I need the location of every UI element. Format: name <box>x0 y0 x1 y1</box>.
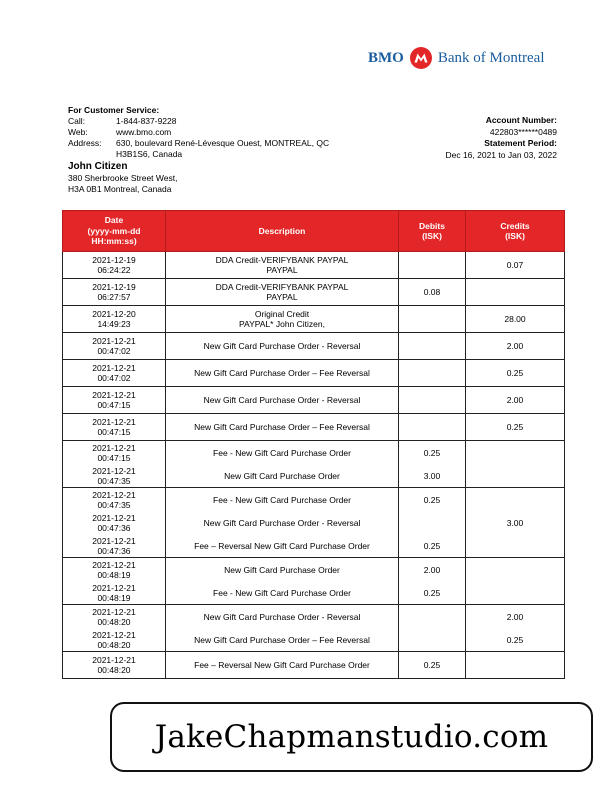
bank-logo <box>368 44 544 72</box>
cs-phone[interactable]: 1-844-837-9228 <box>116 116 177 126</box>
cs-web-label: Web: <box>68 127 88 137</box>
description-value: New Gift Card Purchase Order <box>224 470 340 481</box>
credit-cell <box>466 652 565 679</box>
customer-block <box>68 160 177 195</box>
header-debits-label: Debits (ISK) <box>419 220 445 241</box>
date-cell <box>63 333 166 360</box>
table-header-row <box>63 211 565 252</box>
description-cell <box>166 441 399 488</box>
date-cell <box>63 360 166 387</box>
description-value: New Gift Card Purchase Order - Reversal <box>203 395 361 405</box>
credit-value: 2.00 <box>506 611 524 622</box>
credit-cell <box>466 333 565 360</box>
statement-period-label: Statement Period: <box>484 138 557 148</box>
credit-cell <box>466 360 565 387</box>
table-row <box>63 252 565 279</box>
date-cell <box>63 414 166 441</box>
debit-cell <box>399 333 466 360</box>
description-cell <box>166 387 399 414</box>
cs-row <box>68 149 356 160</box>
table-row <box>63 605 565 652</box>
credit-value: 0.25 <box>506 422 524 432</box>
cs-address-label-empty <box>68 149 116 160</box>
customer-name: John Citizen <box>68 161 128 172</box>
debit-value: 0.25 <box>423 494 441 505</box>
transactions-body <box>63 252 565 679</box>
date-cell <box>63 279 166 306</box>
date-value: 2021-12-19 06:24:22 <box>92 255 136 275</box>
watermark-text: JakeChapmanstudio.com <box>154 719 549 755</box>
credit-cell <box>466 558 565 605</box>
table-row <box>63 387 565 414</box>
cs-address-label: Address: <box>68 138 102 148</box>
date-value: 2021-12-21 00:47:36 <box>92 512 136 533</box>
header-description <box>166 211 399 252</box>
cs-call-label: Call: <box>68 116 86 126</box>
debit-cell <box>399 605 466 652</box>
header-date-label: Date (yyyy-mm-dd HH:mm:ss) <box>87 215 141 247</box>
debit-value: 0.25 <box>423 587 441 598</box>
header-debits <box>399 211 466 252</box>
cs-row <box>68 138 356 149</box>
cs-row <box>68 127 356 138</box>
debit-cell <box>399 252 466 279</box>
cs-address: 630, boulevard René-Lévesque Ouest, MONTREAL, QC <box>116 138 330 148</box>
debit-cell <box>399 441 466 488</box>
credit-cell <box>466 605 565 652</box>
date-value: 2021-12-21 00:47:02 <box>92 363 136 383</box>
credit-value: 0.07 <box>506 260 524 270</box>
description-value: DDA Credit-VERIFYBANK PAYPAL PAYPAL <box>215 255 349 275</box>
date-value: 2021-12-21 00:47:15 <box>92 417 136 437</box>
debit-cell <box>399 360 466 387</box>
description-cell <box>166 605 399 652</box>
date-value: 2021-12-21 00:47:02 <box>92 336 136 356</box>
date-cell <box>63 306 166 333</box>
date-cell <box>63 605 166 652</box>
description-value: Fee - New Gift Card Purchase Order <box>213 494 351 505</box>
header-credits <box>466 211 565 252</box>
cs-row <box>68 116 356 127</box>
debit-value: 0.25 <box>423 447 441 458</box>
credit-value: 2.00 <box>506 341 524 351</box>
description-value: New Gift Card Purchase Order – Fee Reversal <box>194 368 370 378</box>
bank-abbr: BMO <box>368 49 404 66</box>
debit-cell <box>399 488 466 558</box>
cs-website-link[interactable]: www.bmo.com <box>116 127 172 137</box>
date-value: 2021-12-21 00:48:20 <box>92 655 136 675</box>
header-description-label: Description <box>258 225 306 236</box>
date-value: 2021-12-21 00:47:35 <box>92 489 136 510</box>
table-row <box>63 558 565 605</box>
debit-cell <box>399 558 466 605</box>
table-row <box>63 441 565 488</box>
description-cell <box>166 414 399 441</box>
debit-cell <box>399 387 466 414</box>
debit-cell <box>399 306 466 333</box>
credit-cell <box>466 306 565 333</box>
credit-cell <box>466 387 565 414</box>
credit-cell <box>466 441 565 488</box>
credit-value: 0.25 <box>506 634 524 645</box>
description-value: New Gift Card Purchase Order - Reversal <box>203 517 361 528</box>
description-value: Fee – Reversal New Gift Card Purchase Order <box>194 540 370 551</box>
description-cell <box>166 360 399 387</box>
debit-value: 3.00 <box>423 470 441 481</box>
date-value: 2021-12-21 00:48:19 <box>92 559 136 580</box>
credit-cell <box>466 279 565 306</box>
description-value: Fee - New Gift Card Purchase Order <box>213 447 351 458</box>
debit-cell <box>399 279 466 306</box>
account-number-label: Account Number: <box>485 115 557 125</box>
date-value: 2021-12-19 06:27:57 <box>92 282 136 302</box>
date-value: 2021-12-21 00:48:19 <box>92 582 136 603</box>
date-value: 2021-12-21 00:47:35 <box>92 465 136 486</box>
credit-value: 3.00 <box>506 517 524 528</box>
description-value: New Gift Card Purchase Order <box>224 564 340 575</box>
date-value: 2021-12-21 00:47:15 <box>92 390 136 410</box>
description-value: Original Credit PAYPAL* John Citizen, <box>239 309 325 329</box>
description-cell <box>166 558 399 605</box>
date-cell <box>63 252 166 279</box>
date-cell <box>63 387 166 414</box>
table-row <box>63 306 565 333</box>
table-row <box>63 414 565 441</box>
customer-service-title: For Customer Service: <box>68 105 160 115</box>
description-cell <box>166 652 399 679</box>
debit-value: 0.08 <box>423 287 441 297</box>
date-value: 2021-12-21 00:48:20 <box>92 629 136 650</box>
debit-cell <box>399 414 466 441</box>
date-cell <box>63 488 166 558</box>
table-row <box>63 279 565 306</box>
description-value: Fee - New Gift Card Purchase Order <box>213 587 351 598</box>
table-row <box>63 652 565 679</box>
statement-period: Dec 16, 2021 to Jan 03, 2022 <box>445 149 557 160</box>
credit-value: 0.25 <box>506 368 524 378</box>
date-value: 2021-12-21 00:48:20 <box>92 606 136 627</box>
date-value: 2021-12-21 00:47:36 <box>92 535 136 556</box>
header-credits-label: Credits (ISK) <box>500 220 530 241</box>
debit-cell <box>399 652 466 679</box>
customer-service-block <box>68 105 356 160</box>
description-value: New Gift Card Purchase Order – Fee Reversal <box>194 422 370 432</box>
account-number: 422803******0489 <box>489 126 557 137</box>
description-cell <box>166 333 399 360</box>
customer-address-line2: H3A 0B1 Montreal, Canada <box>68 184 172 194</box>
bmo-roundel-icon <box>410 47 432 69</box>
description-value: Fee – Reversal New Gift Card Purchase Order <box>194 660 370 670</box>
debit-value: 0.25 <box>423 540 441 551</box>
table-row <box>63 360 565 387</box>
bank-name: Bank of Montreal <box>437 49 545 66</box>
description-cell <box>166 306 399 333</box>
description-value: New Gift Card Purchase Order - Reversal <box>203 341 361 351</box>
description-value: DDA Credit-VERIFYBANK PAYPAL PAYPAL <box>215 282 349 302</box>
date-cell <box>63 652 166 679</box>
table-row <box>63 488 565 558</box>
account-block <box>445 115 557 161</box>
credit-cell <box>466 488 565 558</box>
credit-cell <box>466 414 565 441</box>
description-value: New Gift Card Purchase Order – Fee Reversal <box>194 634 370 645</box>
credit-cell <box>466 252 565 279</box>
cs-address-line2: H3B1S6, Canada <box>116 149 183 159</box>
debit-value: 2.00 <box>423 564 441 575</box>
credit-value: 2.00 <box>506 395 524 405</box>
description-cell <box>166 279 399 306</box>
debit-value: 0.25 <box>423 660 441 670</box>
date-value: 2021-12-20 14:49:23 <box>92 309 136 329</box>
header-date <box>63 211 166 252</box>
description-cell <box>166 488 399 558</box>
date-cell <box>63 558 166 605</box>
watermark-box <box>110 702 593 772</box>
date-value: 2021-12-21 00:47:15 <box>92 442 136 463</box>
customer-address-line1: 380 Sherbrooke Street West, <box>68 173 178 183</box>
description-value: New Gift Card Purchase Order - Reversal <box>203 611 361 622</box>
credit-value: 28.00 <box>504 314 526 324</box>
description-cell <box>166 252 399 279</box>
table-row <box>63 333 565 360</box>
date-cell <box>63 441 166 488</box>
transactions-table <box>62 210 565 679</box>
